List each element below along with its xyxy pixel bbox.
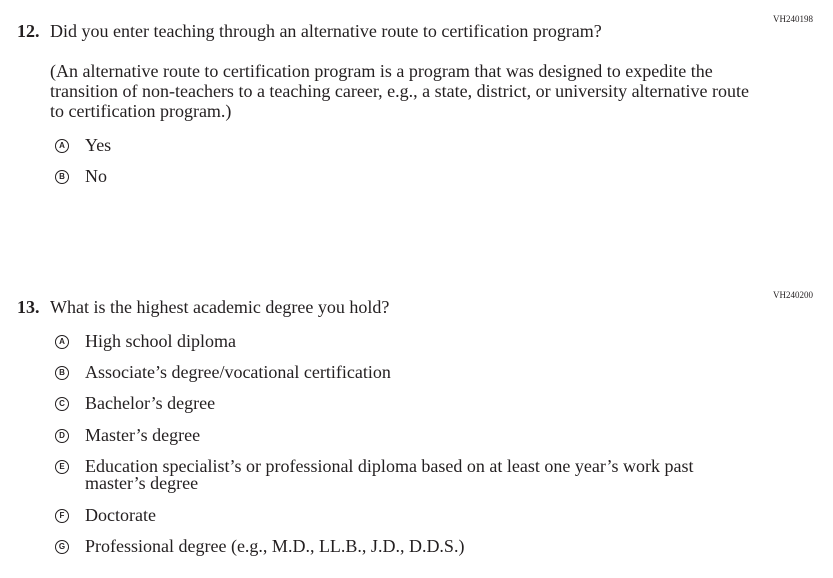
option-label: Master’s degree [85, 425, 201, 445]
option-label: Professional degree (e.g., M.D., LL.B., J.D., D.D.S.) [85, 536, 465, 556]
option-label: No [85, 166, 107, 186]
answer-bubble-icon[interactable]: C [55, 397, 69, 411]
question-text: Did you enter teaching through an alternative route to certification program? [50, 21, 602, 41]
option-q12-a[interactable] [55, 137, 745, 154]
item-code-q13: VH240200 [773, 290, 813, 300]
option-label: Bachelor’s degree [85, 393, 216, 413]
question-12 [17, 21, 602, 41]
answer-bubble-icon[interactable]: F [55, 509, 69, 523]
option-q13-e[interactable] [55, 458, 745, 492]
question-number: 13. [17, 297, 40, 317]
option-q13-f[interactable] [55, 507, 745, 524]
answer-bubble-icon[interactable]: B [55, 170, 69, 184]
option-q13-d[interactable] [55, 427, 745, 444]
option-q13-a[interactable] [55, 333, 745, 350]
option-label: Associate’s degree/vocational certification [85, 362, 391, 382]
option-label: Yes [85, 135, 112, 155]
option-q13-g[interactable] [55, 538, 745, 555]
answer-bubble-icon[interactable]: E [55, 460, 69, 474]
option-label: Education specialist’s or professional diploma based on at least one year’s work past master’s degree [85, 456, 694, 493]
option-q13-b[interactable] [55, 364, 745, 381]
option-label: Doctorate [85, 505, 156, 525]
answer-bubble-icon[interactable]: A [55, 139, 69, 153]
option-q12-b[interactable] [55, 168, 745, 185]
question-13 [17, 297, 389, 317]
question-text: What is the highest academic degree you hold? [50, 297, 390, 317]
option-label: High school diploma [85, 331, 236, 351]
question-number: 12. [17, 21, 40, 41]
option-q13-c[interactable] [55, 395, 745, 412]
answer-bubble-icon[interactable]: B [55, 366, 69, 380]
answer-bubble-icon[interactable]: G [55, 540, 69, 554]
answer-bubble-icon[interactable]: A [55, 335, 69, 349]
question-12-note: (An alternative route to certification program is a program that was designed to expedite the transition of non-teachers to a teaching career, e.g., a state, district, or university alternative route to certification program.) [50, 61, 750, 121]
answer-bubble-icon[interactable]: D [55, 429, 69, 443]
item-code-q12: VH240198 [773, 14, 813, 24]
